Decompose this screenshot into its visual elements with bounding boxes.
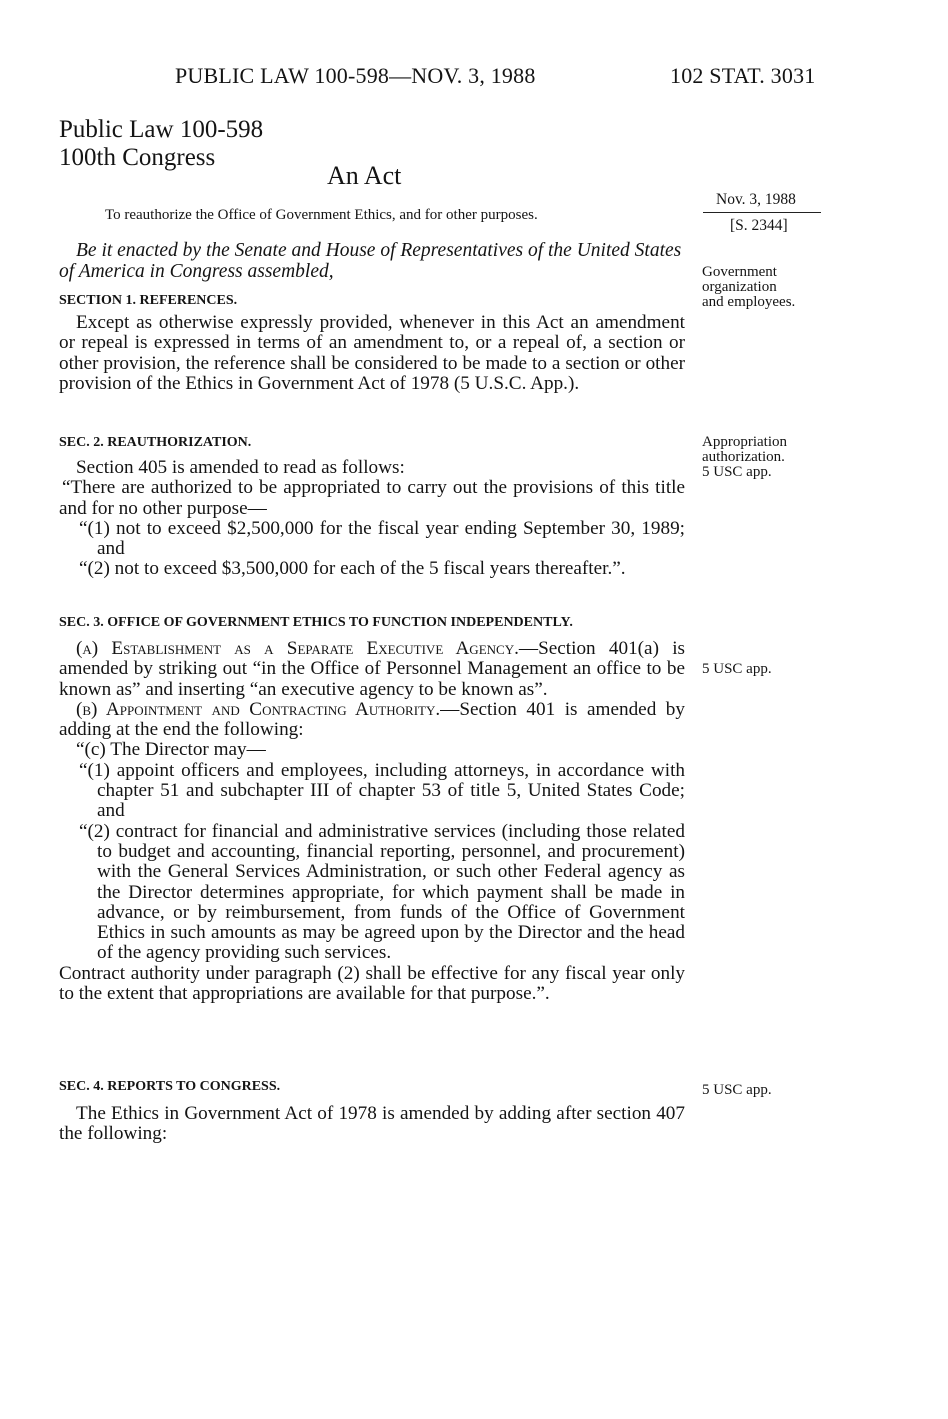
section-1-text: Except as otherwise expressly provided, whenever in this Act an amendment or repeal is expressed in terms of an amendment to, or a repeal of, a section or other provision, the reference shall be considered to be made to a section or other provision of the Ethics in Government Act of 1978 (5 U.S.C. App.). — [59, 312, 685, 394]
subsection-c-closing: Contract authority under paragraph (2) shall be effective for any fiscal year only to the extent that appropriations are available for that purpose.”. — [59, 962, 685, 1005]
act-label: An Act — [327, 161, 402, 190]
running-title: PUBLIC LAW 100-598—NOV. 3, 1988 — [175, 63, 536, 88]
margin-note-section-4: 5 USC app. — [702, 1082, 772, 1098]
subsection-a-heading: (a) Establishment as a Separate Executive Agency. — [76, 638, 519, 659]
margin-note-line: Government — [702, 264, 777, 280]
section-1-heading: SECTION 1. REFERENCES. — [59, 293, 238, 308]
margin-note-appropriation — [702, 435, 832, 480]
section-4-body — [59, 1104, 685, 1145]
section-4-text: The Ethics in Government Act of 1978 is amended by adding after section 407 the following: — [59, 1103, 685, 1145]
subsection-c-item-2: “(2) contract for financial and administrative services (including those related to budget and accounting, financial reporting, personnel, and procurement) with the General Services Administration, or such other Federal agency as the Director determines appropriate, for which payment shall be made in advance, or by reimbursement, from funds of the Office of Government Ethics in such amounts as may be agreed upon by the Director and the head of the agency providing such services. — [79, 820, 685, 964]
stat-page-number: 102 STAT. 3031 — [670, 63, 816, 88]
section-2-quote: “There are authorized to be appropriated to carry out the provisions of this title and for no other purpose— — [59, 477, 685, 519]
margin-note-line: authorization. — [702, 449, 785, 465]
subsection-c-intro: “(c) The Director may— — [76, 739, 266, 761]
section-2-heading: SEC. 2. REAUTHORIZATION. — [59, 435, 252, 450]
subsection-c-item-1: “(1) appoint officers and employees, including attorneys, in accordance with chapter 51 and subchapter III of chapter 53 of title 5, United States Code; and — [79, 759, 685, 822]
section-2-item-1: “(1) not to exceed $2,500,000 for the fiscal year ending September 30, 1989; and — [79, 517, 685, 560]
margin-note-line: organization — [702, 279, 777, 295]
enactment-date: Nov. 3, 1988 — [716, 191, 796, 208]
public-law-number: Public Law 100-598 — [59, 116, 264, 143]
section-1-body — [59, 313, 685, 394]
date-rule — [703, 212, 821, 213]
subsection-b-heading: (b) Appointment and Contracting Authority. — [76, 698, 441, 720]
subsection-a-text: —Section 401(a) is amended by striking out “in the Office of Personnel Management an office to be known as” and inserting “an executive agency to be known as”. — [59, 638, 685, 700]
section-3-subsection-b — [59, 700, 685, 741]
bill-number: [S. 2344] — [730, 217, 788, 234]
margin-note-line: and employees. — [702, 294, 796, 310]
margin-note-line: 5 USC app. — [702, 464, 772, 480]
section-2-body — [59, 458, 685, 580]
enacting-clause: Be it enacted by the Senate and House of Representatives of the United States of America in Congress assembled, — [59, 240, 682, 282]
section-3-heading: SEC. 3. OFFICE OF GOVERNMENT ETHICS TO FUNCTION INDEPENDENTLY. — [59, 615, 573, 630]
section-3-body — [59, 639, 685, 1004]
margin-note-government-organization — [702, 265, 832, 310]
act-purpose: To reauthorize the Office of Government Ethics, and for other purposes. — [105, 207, 538, 223]
section-2-intro: Section 405 is amended to read as follows: — [76, 457, 405, 478]
margin-note-section-3: 5 USC app. — [702, 661, 772, 677]
section-4-heading: SEC. 4. REPORTS TO CONGRESS. — [59, 1079, 281, 1094]
congress-number: 100th Congress — [59, 144, 216, 171]
margin-note-line: Appropriation — [702, 434, 787, 450]
section-3-subsection-a — [59, 639, 685, 700]
section-2-item-2: “(2) not to exceed $3,500,000 for each of the 5 fiscal years thereafter.”. — [79, 558, 626, 580]
subsection-b-text: —Section 401 is amended by adding at the end the following: — [59, 698, 685, 741]
